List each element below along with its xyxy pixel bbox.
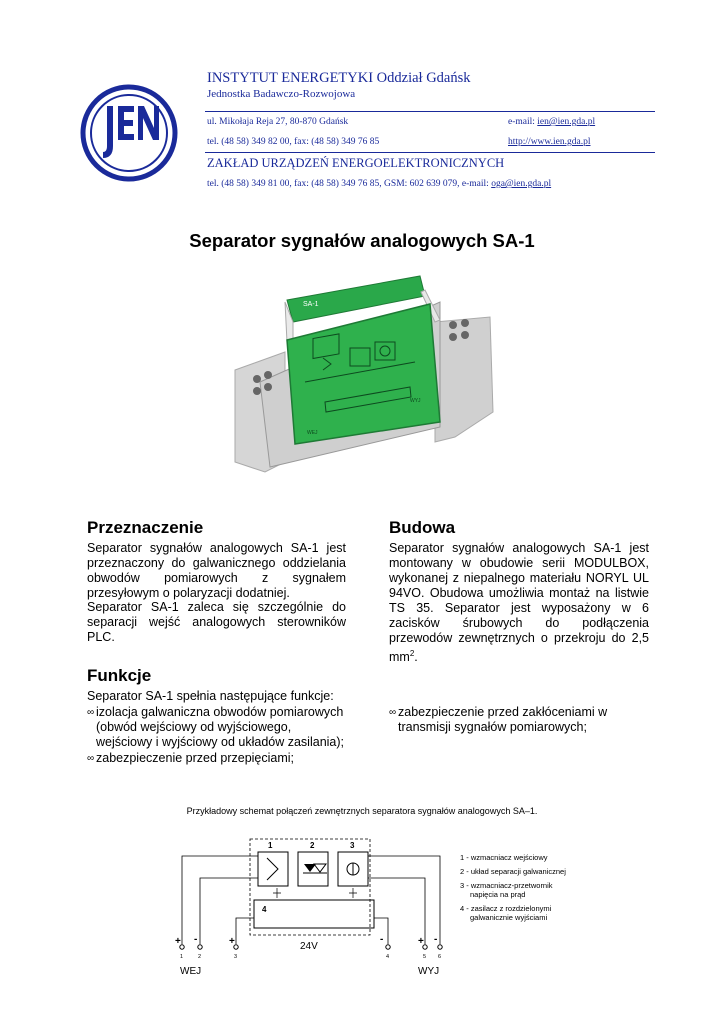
- block-label-1: 1: [268, 841, 273, 850]
- block-label-2: 2: [310, 841, 315, 850]
- product-photo: [225, 262, 500, 482]
- diagram-caption: Przykładowy schemat połączeń zewnętrznych separatora sygnałów analogowych SA–1.: [186, 806, 538, 816]
- przeznaczenie-p1: Separator sygnałów analogowych SA-1 jest przeznaczony do galwanicznego oddzielania obwodów pomiarowych z sygnałem przesyłowym o polaryzacji dodatniej.: [87, 541, 346, 600]
- legend-item-2: 2 - układ separacji galwanicznej: [460, 867, 566, 876]
- department-contact: [207, 179, 551, 189]
- budowa-sup: 2: [409, 649, 415, 658]
- funkcje-item-text: izolacja galwaniczna obwodów pomiarowych (obwód wejściowy od wyjściowego, wejściowy i wyjściowy od układów zasilania);: [96, 705, 345, 749]
- heading-przeznaczenie: Przeznaczenie: [87, 518, 204, 537]
- funkcje-item-text: zabezpieczenie przed przepięciami;: [96, 751, 295, 765]
- terminal-3: 3: [234, 954, 238, 960]
- budowa-end: .: [414, 650, 418, 665]
- department-name: ZAKŁAD URZĄDZEŃ ENERGOELEKTRONICZNYCH: [207, 156, 505, 170]
- tel-fax: tel. (48 58) 349 82 00, fax: (48 58) 349 76 85: [207, 137, 380, 147]
- bullet-icon: ∞: [389, 707, 397, 718]
- dept-contact-text: tel. (48 58) 349 81 00, fax: (48 58) 349 76 85, GSM: 602 639 079, e-mail:: [207, 179, 492, 189]
- funkcje-intro: Separator SA-1 spełnia następujące funkcje:: [87, 689, 334, 703]
- legend-item-3: 3 - wzmacniacz-przetwornik: [460, 881, 553, 890]
- email-label: e-mail:: [508, 117, 538, 127]
- website-link[interactable]: http://www.ien.gda.pl: [508, 137, 591, 147]
- funkcje-item-text: zabezpieczenie przed zakłóceniami w transmisji sygnałów pomiarowych;: [398, 705, 608, 734]
- bullet-icon: ∞: [87, 707, 95, 718]
- terminal-4: 4: [386, 954, 390, 960]
- wiring-diagram: [170, 836, 460, 986]
- sign-minus-4: -: [380, 934, 384, 945]
- legend-item-1: 1 - wzmacniacz wejściowy: [460, 853, 548, 862]
- photo-label-wyj: WYJ: [410, 398, 421, 404]
- institute-name: INSTYTUT ENERGETYKI Oddział Gdańsk: [207, 70, 471, 86]
- heading-funkcje: Funkcje: [87, 666, 152, 685]
- output-label: WYJ: [418, 966, 440, 977]
- email-link[interactable]: ien@ien.gda.pl: [537, 117, 596, 127]
- sign-minus-6: -: [434, 934, 438, 945]
- address: ul. Mikołaja Reja 27, 80-870 Gdańsk: [207, 117, 349, 127]
- diagram-legend: [460, 853, 566, 922]
- block-label-4: 4: [262, 905, 267, 914]
- photo-label-sa1: SA-1: [303, 301, 319, 308]
- heading-budowa: Budowa: [389, 518, 456, 537]
- sign-plus-5: +: [418, 936, 424, 947]
- input-label: WEJ: [180, 966, 202, 977]
- sign-plus-3: +: [229, 936, 235, 947]
- terminal-2: 2: [198, 954, 202, 960]
- supply-label: 24V: [300, 941, 318, 952]
- terminal-5: 5: [423, 954, 427, 960]
- email-line: [508, 117, 595, 127]
- legend-item-4b: galwanicznie wyjściami: [470, 913, 548, 922]
- funkcje-item-3: [389, 705, 651, 735]
- funkcje-item-2: [87, 751, 349, 766]
- photo-label-wej: WEJ: [307, 430, 318, 436]
- page-title: Separator sygnałów analogowych SA-1: [189, 230, 535, 251]
- terminal-1: 1: [180, 954, 184, 960]
- header-divider-2: [205, 152, 655, 153]
- budowa-p1: [389, 541, 649, 665]
- header-divider-1: [205, 111, 655, 112]
- budowa-text: Separator sygnałów analogowych SA-1 jest montowany w obudowie serii MODULBOX, wykonanej z niepalnego materiału NORYL UL 94VO. Obudowa umożliwia montaż na listwie TS 35. Separator jest wyposażony w 6 zacisków śrubowych do podłączenia przewodów zewnętrznych o przekroju do 2,5 mm: [389, 541, 649, 665]
- dept-email-link[interactable]: oga@ien.gda.pl: [491, 179, 552, 189]
- institute-unit: Jednostka Badawczo-Rozwojowa: [207, 88, 356, 100]
- ien-logo: [80, 84, 178, 182]
- sign-minus-2: -: [194, 934, 198, 945]
- bullet-icon: ∞: [87, 753, 95, 764]
- block-label-3: 3: [350, 841, 355, 850]
- funkcje-item-1: [87, 705, 349, 750]
- legend-item-3b: napięcia na prąd: [470, 890, 526, 899]
- przeznaczenie-p2: Separator SA-1 zaleca się szczególnie do separacji wejść analogowych sterowników PLC.: [87, 600, 346, 644]
- legend-item-4: 4 - zasilacz z rozdzielonymi: [460, 904, 552, 913]
- terminal-6: 6: [438, 954, 442, 960]
- sign-plus-1: +: [175, 936, 181, 947]
